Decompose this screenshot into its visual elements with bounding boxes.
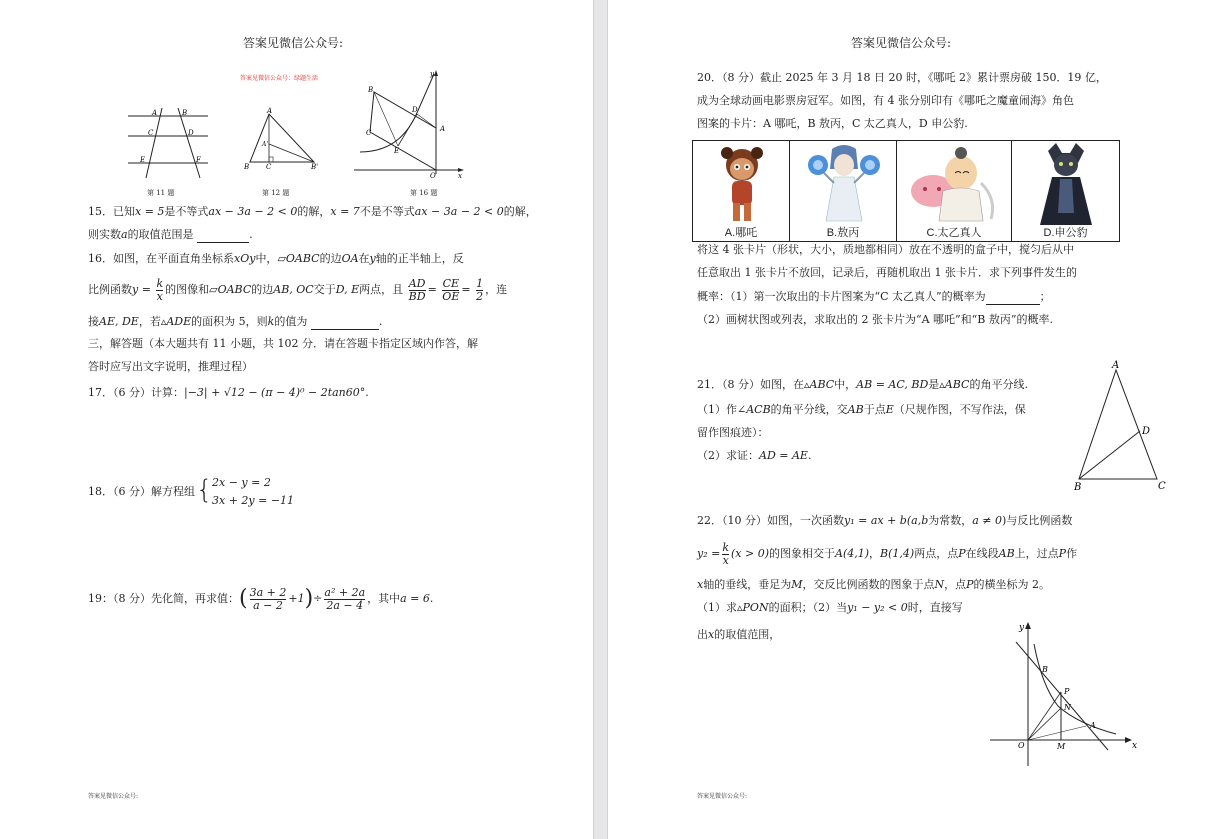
card-label-b: B.敖丙 <box>826 227 860 239</box>
fig16-label-o: O <box>430 172 436 180</box>
brace-symbol: { <box>196 475 213 505</box>
card-label-d: D.申公豹 <box>1043 227 1088 239</box>
card-b-aobing[interactable] <box>790 141 897 241</box>
fig11-label-f: F <box>196 156 201 164</box>
fig11-label-b: B <box>182 109 188 117</box>
fig12-label-b-prime: B' <box>311 163 319 171</box>
nezha-illustration <box>715 145 769 225</box>
taiyi-illustration <box>905 143 1005 225</box>
shengongbao-illustration <box>1034 143 1098 227</box>
question-20-line-3: 图案的卡片：A 哪吒，B 敖丙，C 太乙真人，D 申公豹. <box>697 117 968 130</box>
question-22-line-1: 22．（10 分）如图，一次函数y₁ = ax + b(a,b为常数，a ≠ 0)与反比例函数 <box>697 514 1073 527</box>
caption-11: 第 11 题 <box>147 189 175 197</box>
fig21-label-c: C <box>1158 481 1166 492</box>
question-20-line-5: 任意取出 1 张卡片不放回，记录后，再随机取出 1 张卡片．求下列事件发生的 <box>697 266 1077 279</box>
fig16-label-x: x <box>458 172 462 180</box>
page-header: 答案见微信公众号: <box>243 36 344 50</box>
question-20-line-4: 将这 4 张卡片（形状，大小，质地都相同）放在不透明的盒子中，搅匀后从中 <box>697 243 1074 256</box>
section-3-intro-line-1: 三，解答题（本大题共有 11 小题，共 102 分．请在答题卡指定区域内作答，解 <box>88 337 478 350</box>
figure-12 <box>242 108 318 170</box>
fig22-label-a: A <box>1090 721 1096 730</box>
question-22-line-5: 出x的取值范围， <box>697 628 781 641</box>
question-21-line-1: 21．（8 分）如图，在▵ABC中，AB = AC, BD是▵ABC的角平分线. <box>697 378 1028 391</box>
page-footer: 答案见微信公众号: <box>88 793 139 800</box>
fig16-label-e: E <box>394 147 400 155</box>
card-label-a: A.哪吒 <box>724 227 758 239</box>
left-page <box>0 0 593 839</box>
fig21-label-a: A <box>1112 360 1120 371</box>
question-21-line-4: （2）求证：AD = AE. <box>697 449 812 462</box>
fig22-label-b: B <box>1042 665 1048 674</box>
answer-blank-15[interactable] <box>197 228 249 243</box>
fig22-label-m: M <box>1057 742 1066 751</box>
question-16-line-1: 16．如图，在平面直角坐标系xOy中，▱OABC的边OA在y轴的正半轴上，反 <box>88 252 464 265</box>
question-15-line-1: 15．已知x = 5是不等式ax − 3a − 2 < 0的解，x = 7不是不等式ax − 3a − 2 < 0的解， <box>88 205 537 218</box>
caption-16: 第 16 题 <box>410 189 438 197</box>
fig16-label-a: A <box>440 125 446 133</box>
answer-blank-20[interactable] <box>986 290 1040 305</box>
watermark-text: 答案见微信公众号：绿题生活 <box>240 75 319 82</box>
fig12-label-c: C <box>266 163 272 171</box>
card-c-taiyi[interactable] <box>897 141 1012 241</box>
fig11-label-d: D <box>188 129 194 137</box>
figure-22-graph <box>988 620 1138 770</box>
question-22-line-4: （1）求▵PON的面积；（2）当y₁ − y₂ < 0时，直接写 <box>697 601 963 614</box>
question-19: 19：（8 分）先化简，再求值：( $\frac{3a + 2}{a - 2}$ +1)÷ $\frac{\text{a² + 2a}}{2a - 4}$ ，其中a = 6. <box>88 585 434 612</box>
question-15-line-2: 则实数a的取值范围是 . <box>88 228 253 241</box>
question-20-line-1: 20．（8 分）截止 2025 年 3 月 18 日 20 时，《哪吒 2》累计票房破 150．19 亿， <box>697 71 1107 84</box>
fig22-label-o: O <box>1018 741 1025 750</box>
fig16-label-d: D <box>412 106 418 114</box>
question-22-line-2: y₂ = $\frac{k}{x}$ (x > 0)的图象相交于A(4,1)，B(1,4)两点，点P在线段AB上，过点P作 <box>697 540 1078 567</box>
card-label-c: C.太乙真人 <box>926 227 982 239</box>
question-17: 17．（6 分）计算：|−3| + √12 − (π − 4)⁰ − 2tan60°. <box>88 386 369 399</box>
fig11-label-a: A <box>152 109 158 117</box>
fig12-label-a-prime: A' <box>262 141 268 148</box>
question-21-line-2: （1）作∠ACB的角平分线，交AB于点E（尺规作图，不写作法，保 <box>697 403 1026 416</box>
section-3-intro-line-2: 答时应写出文字说明，推理过程） <box>88 360 253 373</box>
fig22-label-x: x <box>1132 741 1138 751</box>
aobing-illustration <box>804 143 884 225</box>
fig11-label-c: C <box>148 129 154 137</box>
right-page <box>608 0 1205 839</box>
fig22-label-p: P <box>1064 687 1070 696</box>
question-21-line-3: 留作图痕迹）： <box>697 426 769 439</box>
character-card-table <box>692 140 1120 242</box>
question-16-line-3: 接AE, DE，若▵ADE的面积为 5，则k的值为 . <box>88 315 383 328</box>
card-a-nezha[interactable] <box>693 141 790 241</box>
page-header: 答案见微信公众号: <box>851 36 952 50</box>
fig12-label-a: A <box>267 107 273 115</box>
fig22-label-y: y <box>1019 623 1025 633</box>
page-footer: 答案见微信公众号: <box>697 793 748 800</box>
figure-21-triangle <box>1074 358 1164 493</box>
fig16-label-c: C <box>366 129 372 137</box>
figure-16 <box>354 70 466 180</box>
fig21-label-b: B <box>1074 482 1082 493</box>
question-16-line-2: 比例函数y = $\frac{k}{x}$ 的图像和▱OABC的边AB, OC交于D, E两点，且 $\frac{AD}{BD}$ = $\frac{CE}{OE}$ = $\frac{1}{2}$ ，连 <box>88 276 508 303</box>
caption-12: 第 12 题 <box>262 189 290 197</box>
card-d-shengongbao[interactable] <box>1012 141 1119 241</box>
question-18-label: 18．（6 分）解方程组 <box>88 485 195 498</box>
page-divider <box>593 0 608 839</box>
question-20-line-2: 成为全球动画电影票房冠军。如图，有 4 张分别印有《哪吒之魔童闹海》角色 <box>697 94 1074 107</box>
fig16-label-b: B <box>368 86 374 94</box>
question-20-line-6: 概率：（1）第一次取出的卡片图案为“C 太乙真人”的概率为 ； <box>697 290 1051 303</box>
question-20-line-7: （2）画树状图或列表，求取出的 2 张卡片为“A 哪吒”和“B 敖丙”的概率. <box>697 313 1053 326</box>
fig11-label-e: E <box>140 156 146 164</box>
fig12-label-b: B <box>244 163 250 171</box>
question-22-line-3: x轴的垂线，垂足为M，交反比例函数的图象于点N，点P的横坐标为 2。 <box>697 578 1051 591</box>
fig22-label-n: N <box>1064 703 1071 712</box>
figure-11 <box>128 108 208 180</box>
question-18-equation-1: 2x − y = 2 <box>212 476 271 489</box>
fig21-label-d: D <box>1142 426 1151 437</box>
fig16-label-y: y <box>430 70 434 78</box>
question-18-equation-2: 3x + 2y = −11 <box>212 494 295 507</box>
answer-blank-16[interactable] <box>311 315 379 330</box>
